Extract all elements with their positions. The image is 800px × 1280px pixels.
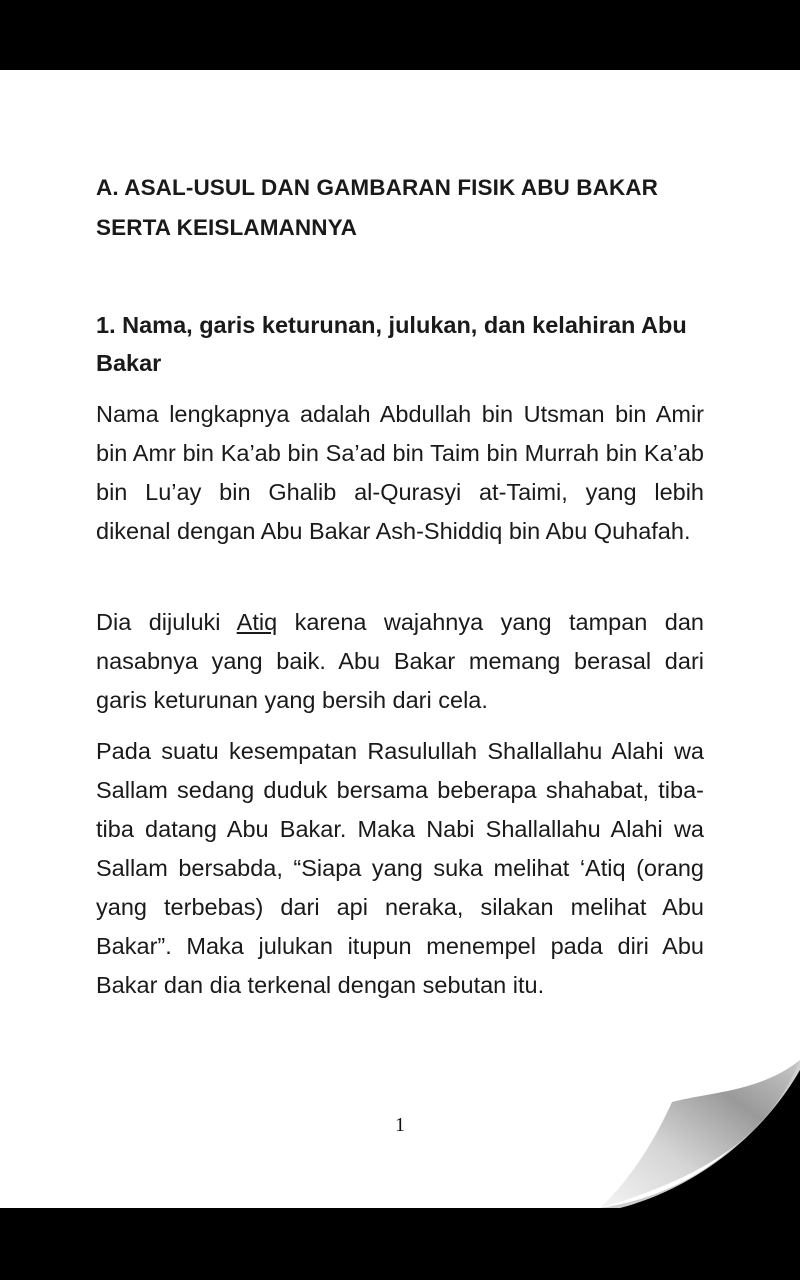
book-page[interactable]: [0, 70, 800, 1208]
section-heading: 1. Nama, garis keturunan, julukan, dan kelahiran Abu Bakar: [96, 312, 687, 376]
page-curl-icon[interactable]: [560, 1020, 800, 1208]
paragraph-2-before: Dia dijuluki: [96, 609, 237, 635]
paragraph-2: [96, 603, 704, 720]
navigation-bar: [0, 1208, 800, 1280]
status-bar: [0, 0, 800, 70]
paragraph-1: Nama lengkapnya adalah Abdullah bin Utsman bin Amir bin Amr bin Ka’ab bin Sa’ad bin Taim bin Murrah bin Ka’ab bin Lu’ay bin Ghalib al-Qurasyi at-Taimi, yang lebih dikenal dengan Abu Bakar Ash-Shiddiq bin Abu Quhafah.: [96, 401, 704, 544]
page-number: 1: [395, 1114, 405, 1136]
underlined-word-atiq: Atiq: [236, 609, 278, 635]
chapter-heading: A. ASAL-USUL DAN GAMBARAN FISIK ABU BAKAR SERTA KEISLAMANNYA: [96, 175, 658, 240]
paragraph-3: Pada suatu kesempatan Rasulullah Shallallahu Alahi wa Sallam sedang duduk bersama beberapa shahabat, tiba-tiba datang Abu Bakar. Maka Nabi Shallallahu Alahi wa Sallam bersabda, “Siapa yang suka melihat ‘Atiq (orang yang terbebas) dari api neraka, silakan melihat Abu Bakar”. Maka julukan itupun menempel pada diri Abu Bakar dan dia terkenal dengan sebutan itu.: [96, 738, 704, 998]
paragraph-2-after: karena wajahnya yang tampan dan nasabnya yang baik. Abu Bakar memang berasal dari garis keturunan yang bersih dari cela.: [96, 609, 704, 713]
